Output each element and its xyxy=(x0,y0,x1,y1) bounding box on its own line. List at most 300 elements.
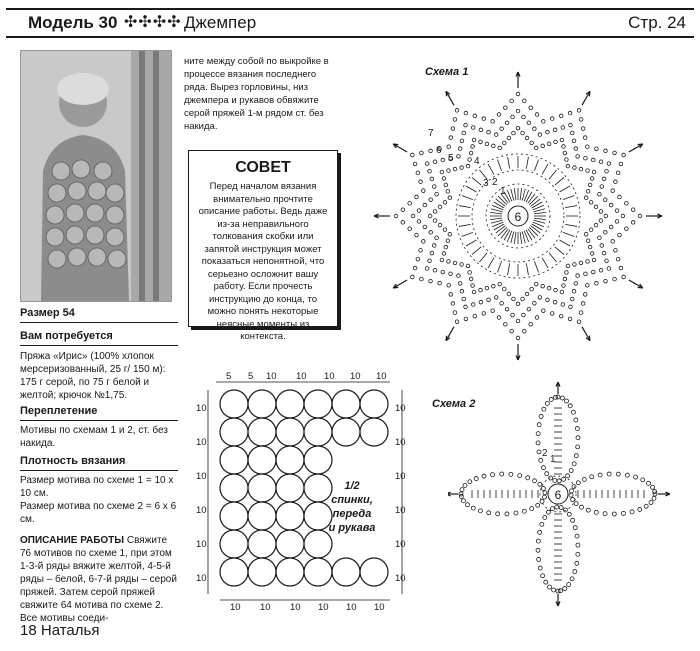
motif-circle xyxy=(304,446,332,474)
chain-stitch-mark xyxy=(599,160,603,164)
stitch-mark xyxy=(534,261,538,272)
chain-stitch-mark xyxy=(612,512,616,516)
chain-stitch-mark xyxy=(460,263,464,267)
chain-stitch-mark xyxy=(536,539,540,543)
divider xyxy=(20,420,178,421)
chain-stitch-mark xyxy=(599,219,603,223)
chain-stitch-mark xyxy=(579,167,583,171)
chain-stitch-mark xyxy=(545,472,549,476)
chain-stitch-mark xyxy=(411,153,415,157)
chain-stitch-mark xyxy=(536,503,540,507)
chain-stitch-mark xyxy=(446,239,450,243)
chain-stitch-mark xyxy=(542,495,546,499)
chain-stitch-mark xyxy=(482,117,486,121)
chain-stitch-mark xyxy=(510,329,514,333)
chain-stitch-mark xyxy=(514,511,518,515)
advice-box xyxy=(188,150,338,342)
chain-stitch-mark xyxy=(453,167,457,171)
direction-arrow xyxy=(582,91,590,105)
chain-stitch-mark xyxy=(534,146,538,150)
stitch-mark xyxy=(529,227,537,235)
chain-stitch-mark xyxy=(538,482,542,486)
divider xyxy=(20,470,178,471)
chain-stitch-mark xyxy=(498,146,502,150)
model-photo xyxy=(20,50,172,302)
stitch-mark xyxy=(555,177,564,185)
chain-stitch-mark xyxy=(482,474,486,478)
scheme-1-center-number: 6 xyxy=(514,210,522,224)
motif-circle xyxy=(276,530,304,558)
stitch-mark xyxy=(563,232,574,236)
chain-stitch-mark xyxy=(447,145,451,149)
chain-stitch-mark xyxy=(567,512,571,516)
chain-stitch-mark xyxy=(571,498,575,502)
chain-stitch-mark xyxy=(425,162,429,166)
chain-stitch-mark xyxy=(464,317,468,321)
chain-stitch-mark xyxy=(500,301,504,305)
direction-arrow xyxy=(446,91,454,105)
chain-stitch-mark xyxy=(541,144,545,148)
chain-stitch-mark xyxy=(603,198,607,202)
chain-stitch-mark xyxy=(586,239,590,243)
chain-stitch-mark xyxy=(497,316,501,320)
top-dimension: 10 xyxy=(350,371,361,382)
motif-circle xyxy=(248,558,276,586)
right-dimension: 10 xyxy=(395,539,406,550)
scheme-2-diagram xyxy=(448,378,670,614)
chain-stitch-mark xyxy=(595,147,599,151)
scheme-1-diagram xyxy=(370,60,670,370)
chain-stitch-mark xyxy=(575,534,579,538)
chain-stitch-mark xyxy=(415,233,419,237)
chain-stitch-mark xyxy=(417,220,421,224)
chain-stitch-mark xyxy=(510,99,514,103)
direction-arrow xyxy=(393,287,398,288)
chain-stitch-mark xyxy=(546,130,550,134)
chain-stitch-mark xyxy=(576,543,580,547)
chain-stitch-mark xyxy=(546,510,550,514)
chain-stitch-mark xyxy=(446,190,450,194)
needed-heading: Вам потребуется xyxy=(20,330,113,342)
work-description xyxy=(20,534,180,625)
chain-stitch-mark xyxy=(527,121,531,125)
motif-circle xyxy=(332,390,360,418)
chain-stitch-mark xyxy=(581,127,585,131)
chain-stitch-mark xyxy=(569,469,573,473)
chain-stitch-mark xyxy=(516,92,520,96)
chain-stitch-mark xyxy=(505,121,509,125)
stitch-mark xyxy=(501,229,508,239)
chain-stitch-mark xyxy=(429,198,433,202)
chain-stitch-mark xyxy=(552,588,556,592)
chain-stitch-mark xyxy=(516,319,520,323)
bottom-dimension: 10 xyxy=(318,602,329,613)
motif-circle xyxy=(220,446,248,474)
chain-stitch-mark xyxy=(541,284,545,288)
chain-stitch-mark xyxy=(574,454,578,458)
top-dimension: 5 xyxy=(248,371,254,382)
motif-circle xyxy=(304,418,332,446)
chain-stitch-mark xyxy=(503,141,507,145)
chain-stitch-mark xyxy=(630,510,634,514)
chain-stitch-mark xyxy=(535,316,539,320)
needed-text: Пряжа «Ирис» (100% хлопок мерсеризованный, 25 г/ 150 м): 175 г серой, по 75 г белой и желтой; крючок №1,75. xyxy=(20,351,166,401)
chain-stitch-mark xyxy=(463,483,467,487)
chain-stitch-mark xyxy=(460,139,464,143)
chain-stitch-mark xyxy=(631,208,635,212)
chain-stitch-mark xyxy=(576,481,580,485)
chain-stitch-mark xyxy=(468,480,472,484)
chain-stitch-mark xyxy=(438,223,442,227)
chain-stitch-mark xyxy=(573,570,577,574)
chain-stitch-mark xyxy=(592,170,596,174)
stitch-mark xyxy=(542,258,548,268)
direction-arrow xyxy=(629,280,643,288)
chain-stitch-mark xyxy=(588,245,592,249)
chain-stitch-mark xyxy=(541,486,545,490)
chain-stitch-mark xyxy=(444,245,448,249)
chain-stitch-mark xyxy=(570,489,574,493)
scheme-2-label: Схема 2 xyxy=(432,398,476,410)
motif-circle xyxy=(220,502,248,530)
chain-stitch-mark xyxy=(492,144,496,148)
chain-stitch-mark xyxy=(558,589,562,593)
left-dimension: 10 xyxy=(196,539,207,550)
motif-circle xyxy=(360,418,388,446)
chain-stitch-mark xyxy=(573,526,577,530)
stitch-mark xyxy=(504,230,510,240)
chain-stitch-mark xyxy=(440,258,444,262)
motif-circle xyxy=(248,530,276,558)
chain-stitch-mark xyxy=(394,214,398,218)
chain-stitch-mark xyxy=(576,436,580,440)
chain-stitch-mark xyxy=(600,244,604,248)
scheme-1-row-label: 4 xyxy=(474,156,480,167)
chain-stitch-mark xyxy=(638,507,642,511)
motif-circle xyxy=(248,474,276,502)
chain-stitch-mark xyxy=(494,296,498,300)
chain-stitch-mark xyxy=(557,479,561,483)
chain-stitch-mark xyxy=(604,214,608,218)
bottom-dimension: 10 xyxy=(230,602,241,613)
stitch-mark xyxy=(459,224,471,226)
chain-stitch-mark xyxy=(584,156,588,160)
chain-stitch-mark xyxy=(563,151,567,155)
density-heading: Плотность вязания xyxy=(20,455,126,467)
motif-circle xyxy=(360,390,388,418)
chain-stitch-mark xyxy=(652,496,656,500)
chain-stitch-mark xyxy=(487,511,491,515)
chain-stitch-mark xyxy=(559,506,563,510)
stitch-mark xyxy=(462,195,473,199)
chain-stitch-mark xyxy=(542,120,546,124)
chain-stitch-mark xyxy=(574,147,578,151)
stitch-mark xyxy=(496,199,506,206)
chain-stitch-mark xyxy=(500,127,504,131)
chain-stitch-mark xyxy=(594,510,598,514)
chain-stitch-mark xyxy=(579,311,583,315)
chain-stitch-mark xyxy=(613,277,617,281)
chain-stitch-mark xyxy=(584,272,588,276)
chain-stitch-mark xyxy=(570,297,574,301)
advice-text: Перед началом вязания внимательно прочтите описание работы. Ведь даже из-за неправильного толкования скобки или запятой инструкция может показаться непонятной, что серьезно осложнит вашу работу. Если прочесть инструкцию до конца, то можно понять некоторые неясные моменты из контекста. xyxy=(198,181,328,342)
direction-arrow xyxy=(446,91,447,96)
chain-stitch-mark xyxy=(588,183,592,187)
chain-stitch-mark xyxy=(651,485,655,489)
chain-stitch-mark xyxy=(607,472,611,476)
stitch-mark xyxy=(508,157,510,169)
stitch-mark xyxy=(490,212,502,214)
chain-stitch-mark xyxy=(435,192,439,196)
page-header xyxy=(6,8,694,38)
stitch-mark xyxy=(479,253,487,262)
chain-stitch-mark xyxy=(462,297,466,301)
chain-stitch-mark xyxy=(530,507,534,511)
chain-stitch-mark xyxy=(571,518,575,522)
chain-stitch-mark xyxy=(591,270,595,274)
chain-stitch-mark xyxy=(497,113,501,117)
chain-stitch-mark xyxy=(569,493,573,497)
chain-stitch-mark xyxy=(647,481,651,485)
top-dimension: 10 xyxy=(266,371,277,382)
chain-stitch-mark xyxy=(550,312,554,316)
chain-stitch-mark xyxy=(590,475,594,479)
motif-circle xyxy=(276,474,304,502)
chain-stitch-mark xyxy=(604,149,608,153)
chain-stitch-mark xyxy=(553,478,557,482)
chain-stitch-mark xyxy=(536,548,540,552)
chain-stitch-mark xyxy=(457,274,461,278)
chain-stitch-mark xyxy=(574,418,578,422)
stitch-mark xyxy=(532,224,542,230)
chain-stitch-mark xyxy=(496,512,500,516)
chain-stitch-mark xyxy=(590,252,594,256)
chain-stitch-mark xyxy=(542,407,546,411)
chain-stitch-mark xyxy=(605,169,609,173)
chain-stitch-mark xyxy=(619,266,623,270)
chain-stitch-mark xyxy=(512,131,516,135)
chain-stitch-mark xyxy=(451,127,455,131)
chain-stitch-mark xyxy=(625,227,629,231)
chain-stitch-mark xyxy=(443,201,447,205)
motif-circle xyxy=(248,502,276,530)
continued-text: ните между собой по выкройке в процессе вязания последнего ряда. Вырез горловины, низ джемпера и рукавов обвяжите серой пряжей 1-м рядом ст. без накида. xyxy=(184,56,329,132)
scheme-1-row-label: 1 xyxy=(500,186,506,197)
chain-stitch-mark xyxy=(547,585,551,589)
stitch-mark xyxy=(526,230,532,240)
motif-circle xyxy=(304,530,332,558)
chain-stitch-mark xyxy=(448,232,452,236)
chain-stitch-mark xyxy=(491,120,495,124)
chain-stitch-mark xyxy=(568,404,572,408)
chain-stitch-mark xyxy=(622,275,626,279)
chain-stitch-mark xyxy=(432,244,436,248)
chain-stitch-mark xyxy=(554,288,558,292)
chain-stitch-mark xyxy=(417,209,421,213)
chain-stitch-mark xyxy=(599,210,603,214)
chain-stitch-mark xyxy=(516,126,520,130)
chain-stitch-mark xyxy=(595,281,599,285)
chain-stitch-mark xyxy=(537,423,541,427)
chain-stitch-mark xyxy=(537,450,541,454)
stitch-mark xyxy=(498,196,506,204)
chain-stitch-mark xyxy=(566,264,570,268)
chain-stitch-mark xyxy=(401,208,405,212)
chain-stitch-mark xyxy=(625,202,629,206)
chain-stitch-mark xyxy=(554,140,558,144)
chain-stitch-mark xyxy=(571,410,575,414)
model-title: Модель 30 xyxy=(28,13,118,32)
motif-circle xyxy=(248,390,276,418)
chain-stitch-mark xyxy=(435,236,439,240)
chain-stitch-mark xyxy=(428,259,432,263)
chain-stitch-mark xyxy=(553,300,557,304)
chain-stitch-mark xyxy=(507,136,511,140)
chain-stitch-mark xyxy=(559,114,563,118)
stitch-mark xyxy=(459,206,471,208)
chain-stitch-mark xyxy=(560,138,564,142)
chain-stitch-mark xyxy=(429,231,433,235)
chain-stitch-mark xyxy=(573,166,577,170)
chain-stitch-mark xyxy=(543,515,547,519)
scheme-2-center-number: 6 xyxy=(554,488,562,502)
stitch-mark xyxy=(560,186,570,192)
chain-stitch-mark xyxy=(575,561,579,565)
chain-stitch-mark xyxy=(590,177,594,181)
stitch-mark xyxy=(565,206,577,208)
stitch-mark xyxy=(514,232,516,244)
chain-stitch-mark xyxy=(602,177,606,181)
direction-arrow xyxy=(589,336,590,341)
chain-stitch-mark xyxy=(471,303,475,307)
chain-stitch-mark xyxy=(576,274,580,278)
chain-stitch-mark xyxy=(539,414,543,418)
description-text: Свяжите 76 мотивов по схеме 1, при этом 1-3-й ряды вяжите желтой, 4-5-й ряды – белой, 6-7-й ряды – серой пряжей. Затем серой пряжей свяжите 64 мотива по схеме 2. Все мотивы соеди- xyxy=(20,535,177,624)
chain-stitch-mark xyxy=(561,303,565,307)
chain-stitch-mark xyxy=(560,396,564,400)
chain-stitch-mark xyxy=(563,277,567,281)
chain-stitch-mark xyxy=(455,320,459,324)
chain-stitch-mark xyxy=(432,185,436,189)
chain-stitch-mark xyxy=(574,282,578,286)
stitch-mark xyxy=(494,202,504,208)
chain-stitch-mark xyxy=(471,145,475,149)
right-dimension: 10 xyxy=(395,437,406,448)
right-dimension: 10 xyxy=(395,573,406,584)
chain-stitch-mark xyxy=(529,106,533,110)
chain-stitch-mark xyxy=(453,311,457,315)
stitch-mark xyxy=(549,170,557,179)
weave-text: Мотивы по схемам 1 и 2, ст. без накида. xyxy=(20,425,168,449)
chain-stitch-mark xyxy=(546,298,550,302)
chain-stitch-mark xyxy=(574,502,578,506)
chain-stitch-mark xyxy=(441,270,445,274)
chain-stitch-mark xyxy=(603,512,607,516)
chain-stitch-mark xyxy=(516,336,520,340)
chain-stitch-mark xyxy=(447,169,451,173)
chain-stitch-mark xyxy=(582,477,586,481)
chain-stitch-mark xyxy=(485,286,489,290)
chain-stitch-mark xyxy=(464,123,468,127)
chain-stitch-mark xyxy=(622,153,626,157)
chain-stitch-mark xyxy=(538,296,542,300)
motif-circle xyxy=(304,390,332,418)
chain-stitch-mark xyxy=(425,267,429,271)
chain-stitch-mark xyxy=(505,307,509,311)
chain-stitch-mark xyxy=(542,309,546,313)
chain-stitch-mark xyxy=(485,142,489,146)
motif-circle xyxy=(332,418,360,446)
chain-stitch-mark xyxy=(479,288,483,292)
direction-arrow xyxy=(393,144,407,152)
chain-stitch-mark xyxy=(529,323,533,327)
chain-stitch-mark xyxy=(562,145,566,149)
chain-stitch-mark xyxy=(577,109,581,113)
chain-stitch-mark xyxy=(586,260,590,264)
chain-stitch-mark xyxy=(422,240,426,244)
chain-stitch-mark xyxy=(498,282,502,286)
chain-stitch-mark xyxy=(433,210,437,214)
chain-stitch-mark xyxy=(523,329,527,333)
chain-stitch-mark xyxy=(503,287,507,291)
chain-stitch-mark xyxy=(581,302,585,306)
chain-stitch-mark xyxy=(598,192,602,196)
chain-stitch-mark xyxy=(631,221,635,225)
chain-stitch-mark xyxy=(611,189,615,193)
chain-stitch-mark xyxy=(579,118,583,122)
left-dimension: 10 xyxy=(196,403,207,414)
stitch-mark xyxy=(514,188,516,200)
stitch-mark xyxy=(542,164,548,174)
stitch-mark xyxy=(534,212,546,214)
size-heading: Размер 54 xyxy=(20,307,75,319)
stitch-mark xyxy=(520,232,522,244)
chain-stitch-mark xyxy=(516,109,520,113)
chain-stitch-mark xyxy=(641,478,645,482)
chain-stitch-mark xyxy=(570,131,574,135)
chain-stitch-mark xyxy=(523,99,527,103)
chain-stitch-mark xyxy=(536,441,540,445)
direction-arrow xyxy=(629,144,643,152)
motif-circle xyxy=(248,446,276,474)
chain-stitch-mark xyxy=(543,491,547,495)
pattern-layout xyxy=(190,364,414,620)
chain-stitch-mark xyxy=(460,488,464,492)
chain-stitch-mark xyxy=(442,252,446,256)
chain-stitch-mark xyxy=(423,203,427,207)
chain-stitch-mark xyxy=(428,169,432,173)
stitch-mark xyxy=(490,218,502,220)
stitch-mark xyxy=(526,263,528,275)
chain-stitch-mark xyxy=(611,240,615,244)
motif-circle xyxy=(276,390,304,418)
stitch-mark xyxy=(462,232,473,236)
chain-stitch-mark xyxy=(567,583,571,587)
bottom-dimension: 10 xyxy=(290,602,301,613)
stitch-mark xyxy=(496,226,506,233)
pattern-label: и рукава xyxy=(328,522,376,534)
chain-stitch-mark xyxy=(504,323,508,327)
chain-stitch-mark xyxy=(609,203,613,207)
chain-stitch-mark xyxy=(466,264,470,268)
chain-stitch-mark xyxy=(448,196,452,200)
chain-stitch-mark xyxy=(458,282,462,286)
stitch-mark xyxy=(466,240,476,246)
stitch-mark xyxy=(531,199,541,206)
direction-arrow xyxy=(638,144,643,145)
chain-stitch-mark xyxy=(565,271,569,275)
chain-stitch-mark xyxy=(649,501,653,505)
